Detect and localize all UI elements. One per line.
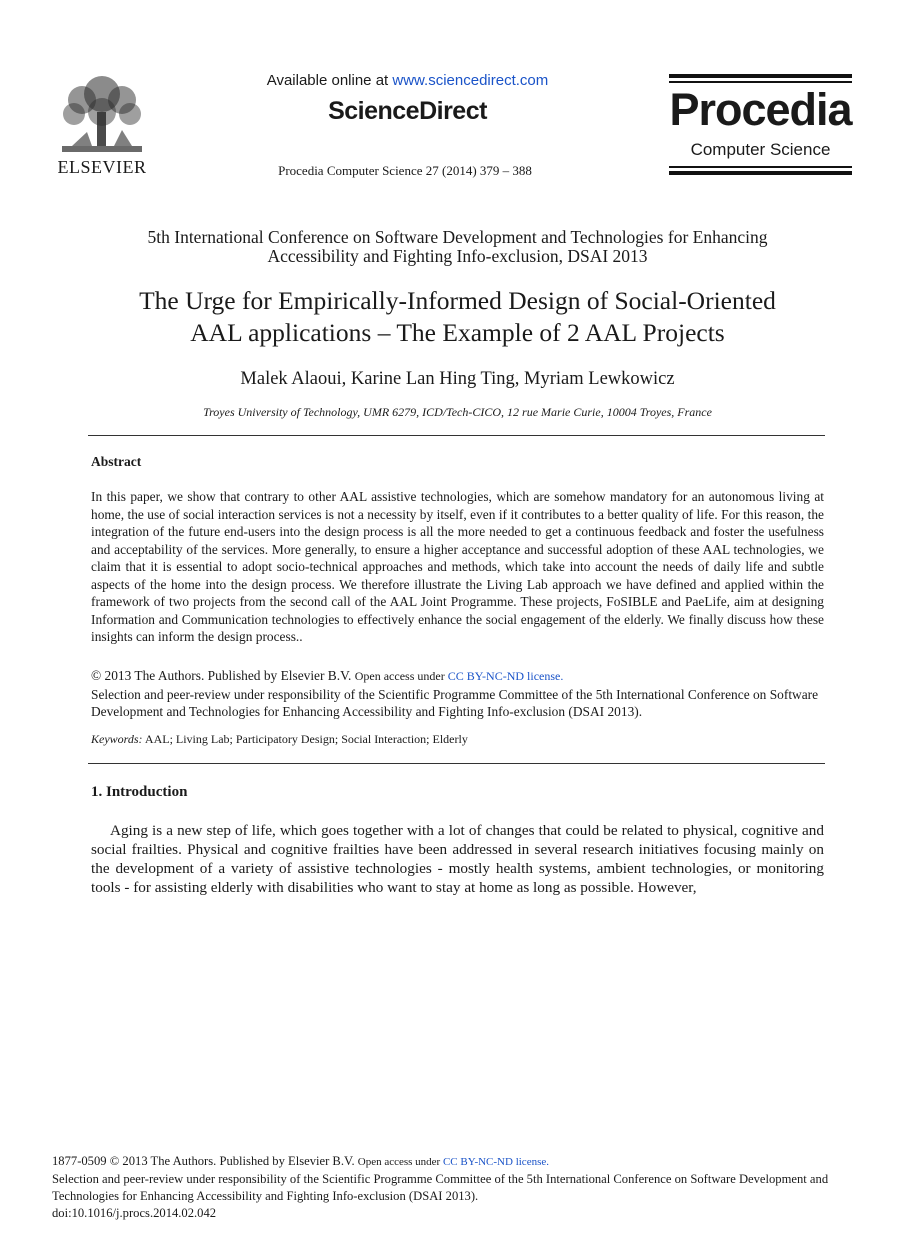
footer-license-link[interactable]: CC BY-NC-ND license.	[442, 1156, 549, 1168]
availability-line	[230, 72, 585, 89]
procedia-title: Procedia	[669, 84, 852, 135]
conference-line-2: Accessibility and Fighting Info-exclusion, DSAI 2013	[267, 246, 648, 266]
footer	[52, 1153, 857, 1222]
paper-title	[60, 285, 855, 349]
copyright-block	[91, 667, 824, 721]
procedia-subtitle: Computer Science	[690, 140, 831, 159]
license-link[interactable]: CC BY-NC-ND license.	[447, 669, 564, 683]
divider-top	[88, 435, 825, 436]
publisher-name: ELSEVIER	[57, 157, 147, 177]
introduction-heading: 1. Introduction	[91, 784, 188, 800]
footer-open-access: Open access under	[357, 1156, 443, 1168]
conference-line-1: 5th International Conference on Software Development and Technologies for Enhancing	[147, 227, 768, 247]
title-line-2: AAL applications – The Example of 2 AAL Projects	[190, 318, 725, 347]
available-prefix: Available online at	[266, 72, 393, 89]
affiliation: Troyes University of Technology, UMR 6279, ICD/Tech-CICO, 12 rue Marie Curie, 10004 Troyes, France	[203, 405, 712, 419]
copyright-statement: © 2013 The Authors. Published by Elsevier B.V.	[91, 668, 355, 683]
authors: Malek Alaoui, Karine Lan Hing Ting, Myriam Lewkowicz	[240, 369, 675, 389]
title-line-1: The Urge for Empirically-Informed Design of Social-Oriented	[139, 286, 776, 315]
sciencedirect-logo: ScienceDirect	[328, 97, 487, 125]
journal-reference: Procedia Computer Science 27 (2014) 379 – 388	[278, 163, 532, 178]
footer-doi: doi:10.1016/j.procs.2014.02.042	[52, 1206, 217, 1220]
sciencedirect-link[interactable]: www.sciencedirect.com	[392, 72, 549, 89]
abstract-text: In this paper, we show that contrary to other AAL assistive technologies, which are somehow mandatory for an autonomous living at home, the use of social interaction services is not a necessity by itself, even if it contributes to a better quality of life. For this reason, the integration of the future end-users into the design process is all the more needed to get a continuous feedback and foster the usefulness and acceptability of the services. More generally, to ensure a higher acceptance and successful adoption of these AAL technologies, we claim that it is essential to adopt socio-technical approaches and methods, which take into account the needs of daily life and subtle aspects of the home into the design process. We therefore illustrate the Living Lab approach we have defined and applied within the framework of two projects from the second call of the AAL Joint Programme. These projects, FoSIBLE and PaeLife, aim at designing Information and Communication technologies to effectively enhance the social engagement of the elderly. We finally discuss how these insights can inform the design process..	[91, 489, 824, 644]
abstract-heading: Abstract	[91, 454, 142, 469]
peer-review-statement: Selection and peer-review under responsibility of the Scientific Programme Committee of the 5th International Conference on Software Development and Technologies for Enhancing Accessibility and Fighting Info-exclusion (DSAI 2013).	[91, 686, 819, 719]
keywords	[91, 732, 824, 747]
keywords-list: AAL; Living Lab; Participatory Design; Social Interaction; Elderly	[142, 732, 468, 746]
keywords-label: Keywords:	[91, 732, 143, 746]
footer-peer-review: Selection and peer-review under responsibility of the Scientific Programme Committee of the 5th International Conference on Software Development and Technologies for Enhancing Accessibility and Fighting Info-exclusion (DSAI 2013).	[52, 1172, 829, 1203]
procedia-logo	[669, 74, 852, 176]
open-access-label: Open access under	[354, 669, 448, 683]
introduction-text: Aging is a new step of life, which goes together with a lot of changes that could be related to physical, cognitive and social frailties. Physical and cognitive frailties have been addressed in several research initiatives focusing mainly on the development of a variety of assistive technologies - mostly health systems, ambient technologies, or monitoring tools - for assisting elderly with disabilities who want to stay at home as long as possible. However,	[91, 822, 824, 896]
divider-bottom	[88, 763, 825, 764]
conference-name	[60, 228, 855, 266]
footer-issn: 1877-0509 © 2013 The Authors. Published by Elsevier B.V.	[52, 1154, 358, 1168]
